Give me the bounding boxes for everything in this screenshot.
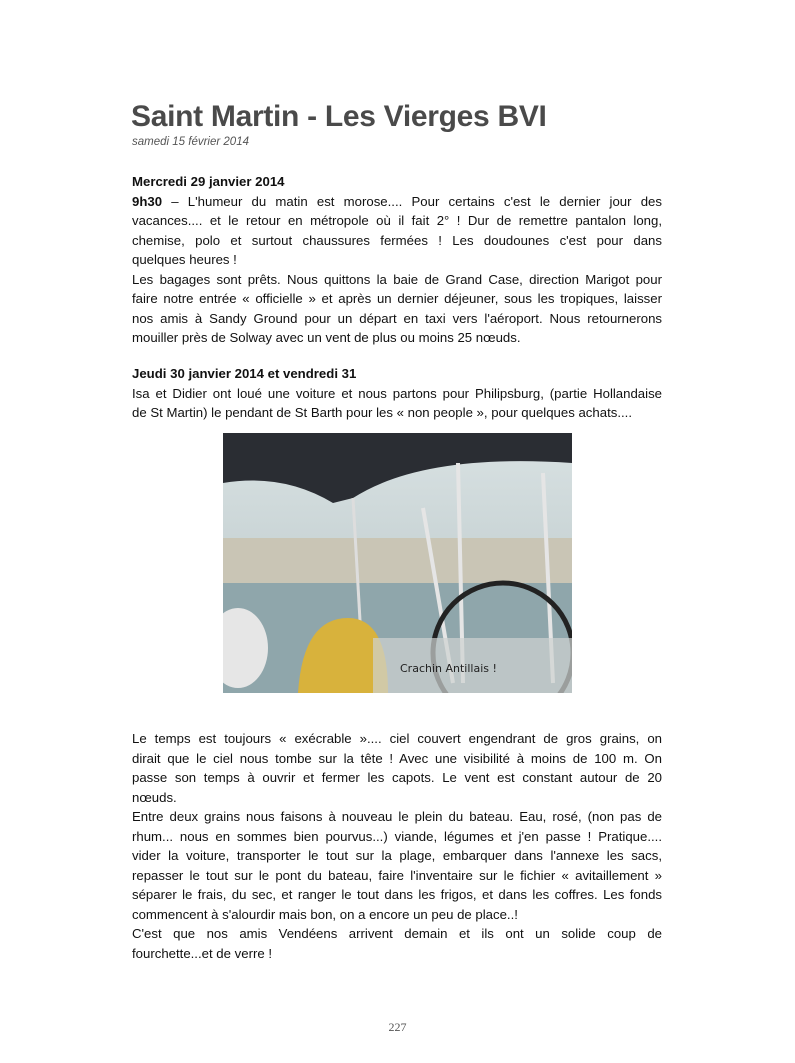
- text-line-content: de St Martin) le pendant de St Barth pour les « non people », pour quelques achats....: [132, 405, 632, 420]
- page-number: 227: [388, 1020, 407, 1034]
- text-line-content: passe son temps à ouvrir et fermer les capots. Le vent est constant autour de 20: [132, 770, 662, 785]
- page-title: Saint Martin - Les Vierges BVI: [131, 100, 547, 133]
- text-line: [132, 749, 662, 769]
- section-heading: Jeudi 30 janvier 2014 et vendredi 31: [132, 366, 357, 381]
- text-line: [132, 788, 662, 808]
- time-label: 9h30: [132, 193, 163, 209]
- photo-image: [223, 433, 572, 693]
- text-line-content: vacances.... et le retour en métropole où il fait 2° ! Dur de remettre pantalon long,: [132, 213, 662, 228]
- photo-caption: Crachin Antillais !: [400, 662, 497, 675]
- text-line-content: vider la voiture, transporter le tout sur la plage, embarquer dans l'annexe les sacs,: [132, 848, 662, 863]
- text-line: [132, 885, 662, 905]
- text-line: [132, 309, 662, 329]
- section-30-janvier: [132, 364, 662, 423]
- section-heading: Mercredi 29 janvier 2014: [132, 174, 285, 189]
- text-line-content: dirait que le ciel nous tombe sur la tête ! Avec une visibilité à moins de 100 m. On: [132, 750, 662, 766]
- text-line: [132, 729, 662, 749]
- text-line: [132, 211, 662, 231]
- section-body: [132, 384, 662, 423]
- text-line-content: quelques heures !: [132, 252, 237, 267]
- text-line-content: mouiller près de Solway avec un vent de plus ou moins 25 nœuds.: [132, 330, 521, 345]
- text-line: [132, 924, 662, 944]
- text-line-content: commencent à s'alourdir mais bon, on a encore un peu de place..!: [132, 906, 518, 922]
- text-line: [132, 827, 662, 847]
- text-line: [132, 846, 662, 866]
- text-line-content: C'est que nos amis Vendéens arrivent demain et ils ont un solide coup de: [132, 926, 662, 941]
- boat-photo: [223, 433, 572, 693]
- text-line: [132, 403, 662, 423]
- text-line-content: Le temps est toujours « exécrable ».... ciel couvert engendrant de gros grains, on: [132, 731, 662, 746]
- section-29-janvier: [132, 172, 662, 348]
- text-line-content: nœuds.: [132, 789, 177, 805]
- text-line: [132, 944, 662, 964]
- text-line-content: séparer le frais, du sec, et ranger le tout dans les frigos, et dans les coffres. Les fonds: [132, 887, 662, 902]
- text-line: [132, 384, 662, 404]
- text-line-content: Les bagages sont prêts. Nous quittons la baie de Grand Case, direction Marigot pour: [132, 271, 662, 287]
- text-line-content: fourchette...et de verre !: [132, 945, 273, 961]
- text-line-content: nos amis à Sandy Ground pour un départ en taxi vers l'aéroport. Nous retournerons: [132, 310, 662, 326]
- text-line: [132, 192, 662, 212]
- text-line: [132, 866, 662, 886]
- text-line: [132, 905, 662, 925]
- section-body: [132, 729, 662, 963]
- text-line-content: rhum... nous en sommes bien pourvus...) viande, légumes et j'en passe ! Pratique....: [132, 828, 662, 844]
- text-line: [132, 250, 662, 270]
- text-line: [132, 807, 662, 827]
- text-line-content: faire notre entrée « officielle » et après un dernier déjeuner, sous les tropiques, laisser: [132, 291, 662, 306]
- section-body: [132, 192, 662, 348]
- text-line-content: repasser le tout sur le pont du bateau, faire l'inventaire sur le fichier « avitaillement »: [132, 867, 662, 883]
- text-line: [132, 289, 662, 309]
- text-line: [132, 270, 662, 290]
- text-line: [132, 328, 662, 348]
- section-weather: [132, 729, 662, 963]
- text-line-content: Entre deux grains nous faisons à nouveau le plein du bateau. Eau, rosé, (non pas de: [132, 809, 662, 824]
- text-line-content: Isa et Didier ont loué une voiture et nous partons pour Philipsburg, (partie Hollandaise: [132, 385, 662, 401]
- text-line-content: chemise, polo et surtout chaussures fermées ! Les doudounes c'est pour dans: [132, 232, 662, 248]
- post-date: samedi 15 février 2014: [132, 136, 249, 148]
- text-line: [132, 768, 662, 788]
- text-line-content: – L'humeur du matin est morose.... Pour certains c'est le dernier jour des: [162, 193, 662, 209]
- text-line: [132, 231, 662, 251]
